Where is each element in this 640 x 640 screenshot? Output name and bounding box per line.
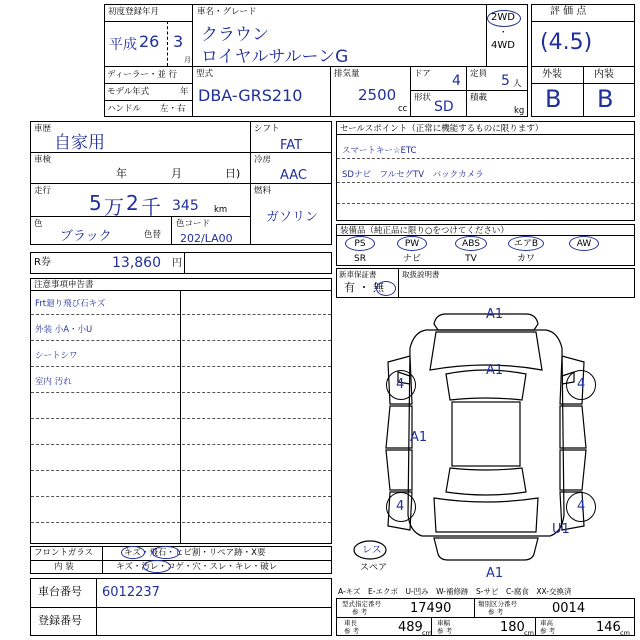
car-name-label: 車名・グレード	[197, 7, 257, 17]
circle-kizu	[121, 546, 145, 559]
capacity: 5	[501, 73, 510, 89]
diagram-right-front-door	[560, 406, 586, 448]
width-unit: cm	[524, 629, 534, 637]
width-label: 車幅	[437, 619, 450, 627]
circle-aw	[569, 236, 599, 251]
equip-abs: ABS	[462, 239, 480, 249]
equip-airbag: エアB	[513, 239, 539, 249]
circle-airbag	[508, 236, 544, 251]
circle-tobiishi	[152, 546, 180, 559]
length-label: 車長	[344, 619, 357, 627]
drive-2wd: 2WD	[491, 12, 515, 23]
exterior-label: 外装	[542, 69, 562, 80]
model-code: DBA-GRS210	[198, 86, 303, 105]
first-reg-label: 初度登録年月	[108, 7, 160, 17]
color-code: 202/LA00	[180, 232, 233, 245]
diagram-trunk	[434, 498, 538, 532]
recycle-unit: 円	[172, 258, 182, 269]
diagram-left-front-door	[386, 406, 412, 448]
recycle-value: 13,860	[112, 255, 161, 271]
color-label: 色	[34, 219, 43, 229]
height-value: 146	[596, 620, 621, 635]
class-label: 類別区分番号	[478, 600, 517, 608]
damage-hood: A1	[486, 363, 504, 378]
windshield-label: フロントガラス	[34, 548, 93, 558]
cc-unit: cc	[398, 104, 408, 114]
color-value: ブラック	[60, 229, 112, 244]
fuel-label: 燃料	[254, 186, 272, 196]
shift-label: シフト	[254, 124, 280, 134]
mileage-sen: 2	[126, 191, 139, 215]
equip-leather: カワ	[516, 254, 535, 264]
note-line-1: Frt廻り飛び石キズ	[35, 299, 106, 309]
chassis-label: 車台番号	[38, 585, 82, 598]
damage-legend: A-キズ E-エクボ U-凹み W-補修跡 S-サビ C-腐食 XX-交換済	[338, 587, 572, 596]
warranty-value: 有 ・ 無	[344, 281, 384, 294]
handle-label: ハンドル	[107, 104, 142, 114]
inspection-day: 日)	[225, 167, 241, 180]
class-ref: 参 考	[488, 608, 504, 616]
grade: ロイヤルサルーンG	[201, 47, 349, 67]
length-unit: cm	[422, 629, 432, 637]
equip-aw: AW	[576, 239, 592, 249]
capacity-unit: 人	[513, 79, 522, 89]
mileage-man: 5	[89, 191, 102, 215]
circle-nashi	[376, 281, 396, 296]
month-unit: 月	[184, 56, 191, 64]
sales-line-2: SDナビ フルセグTV バックカメラ	[342, 170, 484, 180]
warranty-label: 新車保証書	[339, 270, 377, 279]
ac-label: 冷房	[254, 155, 272, 165]
color-change-label: 色替	[144, 230, 162, 240]
interior-row-items: キズ・汚レ・コゲ・穴・スレ・キレ・破レ	[116, 562, 278, 572]
width-value: 180	[500, 620, 525, 635]
car-diagram	[336, 300, 635, 580]
shape-label: 形状	[414, 93, 432, 103]
chassis-value: 6012237	[102, 585, 160, 600]
damage-rear-right: U1	[552, 522, 570, 537]
spare-label: スペア	[360, 563, 388, 573]
model-spec-label: 型式指定番号	[342, 600, 381, 608]
equip-tv: TV	[465, 254, 477, 264]
notes-label: 注意事項申告書	[34, 280, 94, 290]
circle-ps	[345, 236, 375, 251]
shift-value: FAT	[280, 138, 303, 153]
class-value: 0014	[552, 601, 586, 616]
circle-abs	[455, 236, 487, 251]
handle-options: 左・右	[160, 104, 186, 114]
fuel-value: ガソリン	[266, 210, 319, 225]
dealer-label: ディーラー・並 行	[107, 70, 178, 80]
inspection-label: 車検	[34, 155, 52, 165]
score-value: (4.5)	[540, 30, 593, 55]
door-label: ドア	[414, 69, 431, 79]
spare-note: レス	[362, 545, 382, 556]
damage-rear-bumper: A1	[486, 566, 504, 581]
inspection-month: 月	[171, 167, 182, 180]
equip-ps: PS	[354, 239, 366, 249]
tire-rr-depth: 4	[577, 499, 586, 514]
model-year-unit: 年	[180, 87, 189, 97]
reg-month: 3	[173, 32, 184, 51]
interior-row-label: 内 装	[54, 562, 74, 572]
windshield-items: キズ・飛石・ヒビ割・リペア跡・X要	[124, 548, 266, 558]
manual-label: 取扱説明書	[402, 270, 440, 279]
model-year-label: モデル年式	[107, 87, 150, 97]
usage-value: 自家用	[54, 133, 105, 153]
equip-sr: SR	[354, 254, 366, 264]
mileage-rest: 345	[172, 198, 199, 214]
tire-rl-depth: 4	[396, 499, 405, 514]
sen-unit: 千	[141, 195, 161, 219]
color-code-label: 色コード	[176, 219, 211, 229]
equip-navi: ナビ	[402, 254, 421, 264]
circle-pw	[397, 236, 427, 251]
diagram-rear-glass	[446, 468, 526, 495]
load-label: 積載	[470, 93, 488, 103]
note-line-3: シートシワ	[35, 351, 78, 361]
reg-year: 26	[139, 32, 160, 51]
model-spec-ref: 参 考	[352, 608, 368, 616]
car-name: クラウン	[201, 25, 269, 45]
tire-fr-depth: 4	[577, 377, 586, 392]
length-ref: 参 考	[344, 627, 360, 635]
equipment-label: 装備品（純正品に限り○をつけてください）	[340, 226, 509, 236]
diagram-rear-bumper	[434, 538, 538, 560]
registration-label: 登録番号	[38, 614, 82, 627]
doors: 4	[452, 73, 461, 89]
notes-box	[30, 278, 332, 544]
displacement: 2500	[358, 86, 397, 104]
width-ref: 参 考	[437, 627, 453, 635]
score-label: 評 価 点	[550, 6, 587, 17]
interior-label: 内装	[594, 69, 614, 80]
model-spec-value: 17490	[410, 601, 452, 616]
sales-line-1: スマートキー☆ETC	[342, 146, 417, 156]
usage-label: 車歴	[34, 124, 52, 134]
damage-left-side: A1	[410, 430, 428, 445]
shape: SD	[434, 99, 454, 115]
drive-dot: ・	[499, 28, 508, 38]
drive-4wd: 4WD	[491, 40, 515, 51]
diagram-roof	[452, 402, 520, 466]
man-unit: 万	[104, 195, 124, 219]
note-line-4: 室内 汚れ	[35, 377, 72, 387]
capacity-label: 定員	[470, 69, 488, 79]
height-unit: cm	[620, 629, 630, 637]
interior-grade: B	[597, 85, 614, 113]
length-value: 489	[398, 620, 423, 635]
equip-pw: PW	[404, 239, 420, 249]
height-ref: 参 考	[540, 627, 556, 635]
recycle-label: R券	[34, 257, 51, 268]
circle-yogore	[143, 560, 171, 573]
inspection-year: 年	[116, 167, 127, 180]
tire-fl-depth: 4	[396, 377, 405, 392]
exterior-grade: B	[545, 85, 562, 113]
mileage-label: 走行	[34, 186, 52, 196]
ac-value: AAC	[280, 168, 307, 183]
height-label: 車高	[540, 619, 553, 627]
era: 平成	[109, 37, 137, 53]
note-line-2: 外装 小A・小U	[35, 325, 93, 335]
damage-front-bumper: A1	[486, 307, 504, 322]
kg-unit: kg	[514, 106, 525, 116]
km-unit: km	[214, 205, 228, 215]
type-label: 型式	[196, 69, 214, 79]
sales-label: セールスポイント（正常に機能するものに限ります）	[340, 124, 544, 134]
displacement-label: 排気量	[334, 69, 360, 79]
